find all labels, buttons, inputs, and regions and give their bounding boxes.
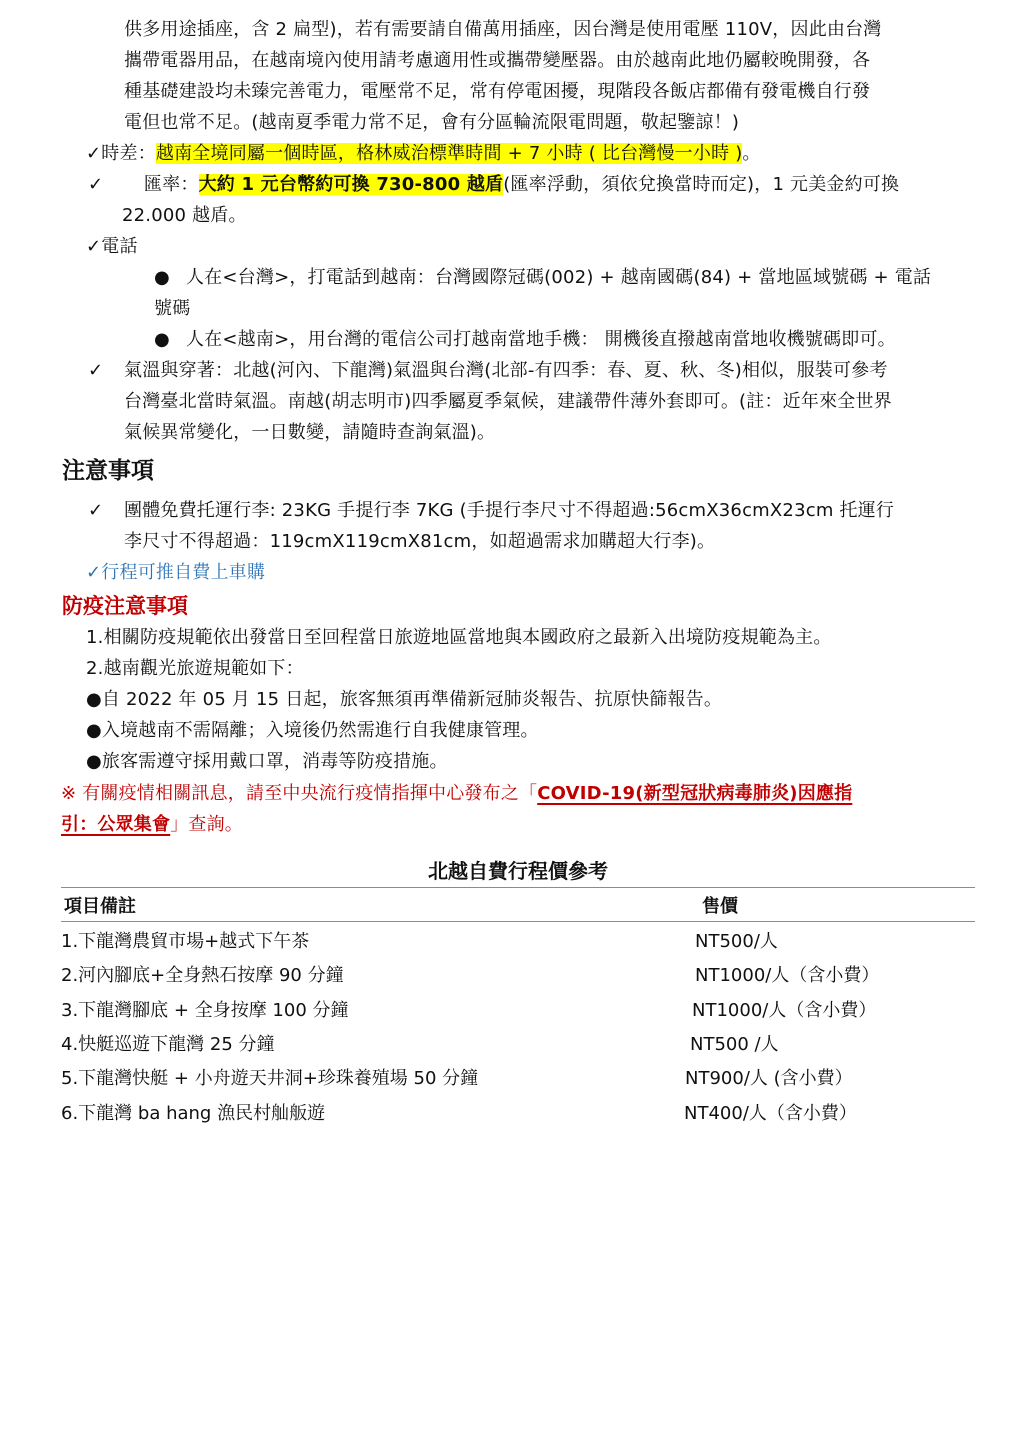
row-price: NT500/人 [695, 931, 778, 952]
bullet-icon: ● [154, 329, 170, 350]
header-item: 項目備註 [64, 896, 136, 917]
covid-note [61, 778, 852, 809]
check-icon: ✓ [88, 174, 104, 195]
weather-line: 氣溫與穿著：北越(河內、下龍灣)氣溫與台灣(北部-有四季：春、夏、秋、冬)相似，服裝可參考 [124, 360, 888, 381]
covid-note-cont [61, 809, 243, 840]
time-diff-tail: 。 [742, 143, 761, 164]
exchange-highlight: 大約 1 元台幣約可換 730-800 越盾 [198, 174, 504, 195]
bullet-icon: ● [154, 267, 170, 288]
check-icon: ✓ [86, 236, 102, 257]
notes-heading: 注意事項 [62, 458, 154, 484]
row-item: 2.河內腳底+全身熱石按摩 90 分鐘 [61, 965, 344, 986]
covid-heading: 防疫注意事項 [62, 594, 188, 618]
phone-bullet [154, 262, 931, 293]
luggage-item [88, 495, 894, 526]
row-item: 4.快艇巡遊下龍灣 25 分鐘 [61, 1034, 275, 1055]
header-price: 售價 [702, 896, 738, 917]
row-price: NT900/人 (含小費） [685, 1068, 853, 1089]
luggage-line: 團體免費托運行李: 23KG 手提行李 7KG (手提行李尺寸不得超過:56cmX36cmX23cm 托運行 [124, 500, 895, 521]
covid-bullet: ●入境越南不需隔離；入境後仍然需進行自我健康管理。 [86, 720, 539, 741]
check-icon: ✓ [88, 360, 104, 381]
covid-note-prefix: ※ 有關疫情相關訊息，請至中央流行疫情指揮中心發布之「 [61, 783, 538, 804]
exchange-item [88, 169, 899, 200]
table-top-rule [61, 887, 975, 888]
row-price: NT500 /人 [690, 1034, 779, 1055]
phone-bullet-cont: 號碼 [154, 298, 191, 319]
intro-line: 攜帶電器用品，在越南境內使用請考慮適用性或攜帶變壓器。由於越南此地仍屬較晚開發，各 [124, 50, 871, 71]
row-item: 6.下龍灣 ba hang 漁民村舢舨遊 [61, 1103, 326, 1124]
phone-bullet-text: 人在<越南>，用台灣的電信公司打越南當地手機： 開機後直撥越南當地收機號碼即可。 [186, 329, 896, 350]
covid-bullet: ●旅客需遵守採用戴口罩，消毒等防疫措施。 [86, 751, 448, 772]
phone-bullet-text: 人在<台灣>，打電話到越南：台灣國際冠碼(002) + 越南國碼(84) + 當地區域號碼 + 電話 [186, 267, 932, 288]
intro-line: 供多用途插座，含 2 扁型)，若有需要請自備萬用插座，因台灣是使用電壓 110V，因此由台灣 [124, 19, 882, 40]
phone-label: 電話 [101, 236, 138, 257]
phone-item [86, 231, 138, 262]
covid-item: 2.越南觀光旅遊規範如下： [86, 658, 304, 679]
covid-note-suffix: 」查詢。 [170, 814, 244, 835]
row-price: NT1000/人（含小費） [692, 1000, 877, 1021]
row-item: 5.下龍灣快艇 + 小舟遊天井洞+珍珠養殖場 50 分鐘 [61, 1068, 479, 1089]
intro-line: 電但也常不足。(越南夏季電力常不足，會有分區輪流限電問題，敬起鑒諒！) [124, 112, 740, 133]
time-diff-highlight: 越南全境同屬一個時區，格林威治標準時間 + 7 小時 ( 比台灣慢一小時 ) [155, 143, 743, 164]
row-item: 3.下龍灣腳底 + 全身按摩 100 分鐘 [61, 1000, 349, 1021]
exchange-tail: (匯率浮動，須依兌換當時而定)，1 元美金約可換 [503, 174, 900, 195]
phone-bullet [154, 324, 896, 355]
table-header-rule [61, 921, 975, 922]
covid-guideline-link[interactable]: 引：公眾集會 [61, 814, 171, 835]
covid-item: 1.相關防疫規範依出發當日至回程當日旅遊地區當地與本國政府之最新入出境防疫規範為主。 [86, 627, 832, 648]
exchange-line2: 22.000 越盾。 [122, 205, 247, 226]
row-price: NT1000/人（含小費） [695, 965, 880, 986]
row-item: 1.下龍灣農貿市場+越式下午茶 [61, 931, 310, 952]
time-diff-item [86, 138, 761, 169]
check-icon: ✓ [86, 143, 102, 164]
optional-tour-note: ✓行程可推自費上車購 [86, 562, 266, 583]
exchange-label: 匯率： [144, 174, 199, 195]
price-table-title: 北越自費行程價參考 [428, 859, 608, 883]
covid-guideline-link[interactable]: COVID-19(新型冠狀病毒肺炎)因應指 [537, 783, 853, 804]
luggage-line: 李尺寸不得超過：119cmX119cmX81cm，如超過需求加購超大行李)。 [124, 531, 716, 552]
covid-bullet: ●自 2022 年 05 月 15 日起，旅客無須再準備新冠肺炎報告、抗原快篩報告。 [86, 689, 723, 710]
weather-line: 氣候異常變化，一日數變，請隨時查詢氣溫)。 [124, 422, 496, 443]
intro-line: 種基礎建設均未臻完善電力，電壓常不足，常有停電困擾，現階段各飯店都備有發電機自行發 [124, 81, 871, 102]
weather-line: 台灣臺北當時氣溫。南越(胡志明市)四季屬夏季氣候，建議帶件薄外套即可。(註：近年來全世界 [124, 391, 892, 412]
weather-item [88, 355, 888, 386]
row-price: NT400/人（含小費） [684, 1103, 857, 1124]
check-icon: ✓ [88, 500, 104, 521]
time-diff-label: 時差： [101, 143, 156, 164]
